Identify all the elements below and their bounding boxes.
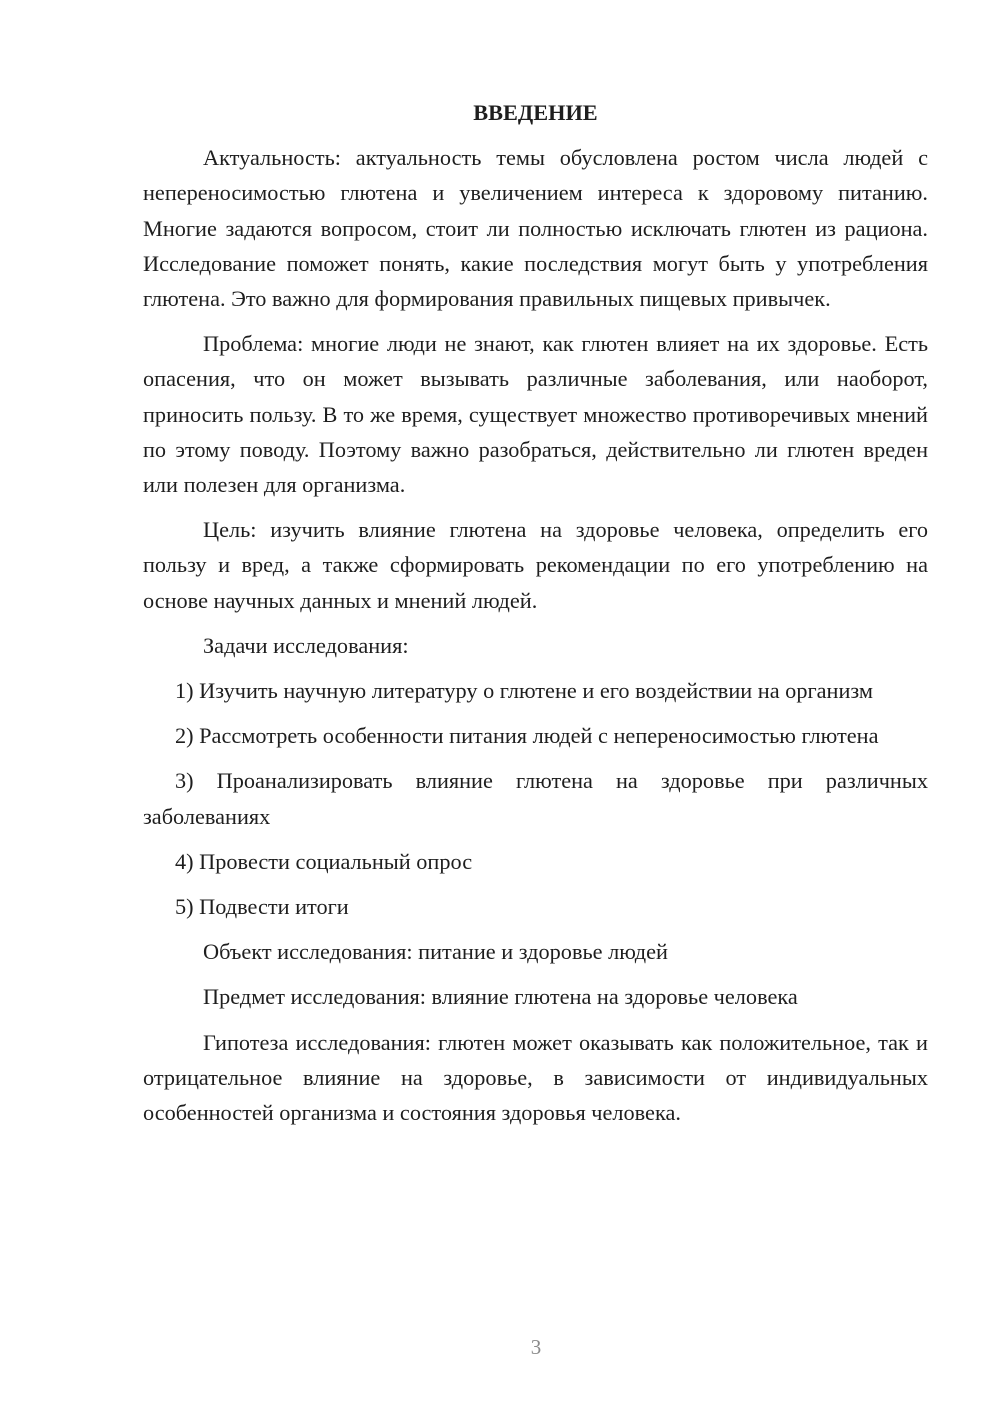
section-title: ВВЕДЕНИЕ bbox=[473, 100, 598, 125]
task-item-3: 3) Проанализировать влияние глютена на здоровье при различных заболеваниях bbox=[143, 768, 928, 829]
object-paragraph: Объект исследования: питание и здоровье людей bbox=[203, 939, 668, 965]
problem-paragraph: Проблема: многие люди не знают, как глютен влияет на их здоровье. Есть опасения, что он может вызывать различные заболевания, или наоборот, приносить пользу. В то же время, существует множество противоречивых мнений по этому поводу. Поэтому важно разобраться, действительно ли глютен вреден или полезен для организма. bbox=[143, 331, 928, 498]
goal-paragraph: Цель: изучить влияние глютена на здоровье человека, определить его пользу и вред, а также сформировать рекомендации по его употреблению на основе научных данных и мнений людей. bbox=[143, 517, 928, 613]
subject-paragraph: Предмет исследования: влияние глютена на здоровье человека bbox=[203, 984, 798, 1010]
task-item-1: 1) Изучить научную литературу о глютене и его воздействии на организм bbox=[175, 678, 873, 704]
relevance-paragraph: Актуальность: актуальность темы обусловлена ростом числа людей с непереносимостью глютена и увеличением интереса к здоровому питанию. Многие задаются вопросом, стоит ли полностью исключать глютен из рациона. Исследование поможет понять, какие последствия могут быть у употребления глютена. Это важно для формирования правильных пищевых привычек. bbox=[143, 145, 928, 312]
tasks-heading: Задачи исследования: bbox=[203, 632, 409, 658]
task-item-4: 4) Провести социальный опрос bbox=[175, 848, 473, 874]
task-item-2: 2) Рассмотреть особенности питания людей с непереносимостью глютена bbox=[175, 723, 879, 749]
task-item-5: 5) Подвести итоги bbox=[175, 894, 349, 920]
hypothesis-paragraph: Гипотеза исследования: глютен может оказывать как положительное, так и отрицательное влияние на здоровье, в зависимости от индивидуальных особенностей организма и состояния здоровья человека. bbox=[143, 1029, 928, 1126]
page-number: 3 bbox=[530, 1335, 542, 1359]
